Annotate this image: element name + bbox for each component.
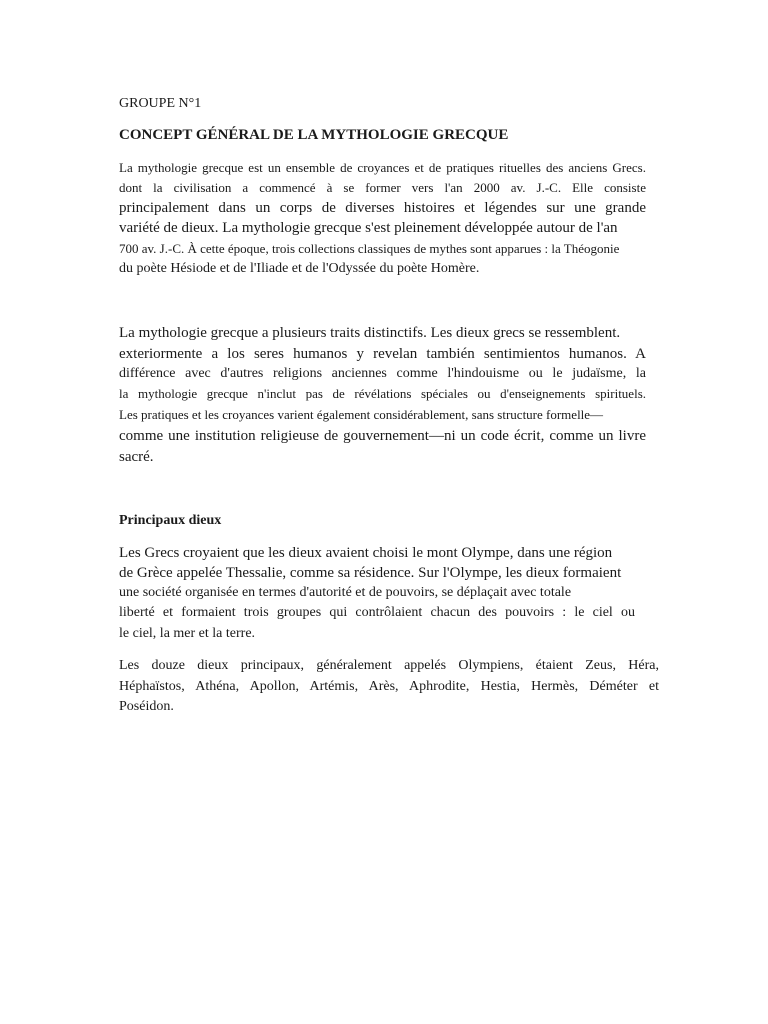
paragraph-line: Héphaïstos, Athéna, Apollon, Artémis, Arès, Aphrodite, Hestia, Hermès, Déméter et bbox=[119, 679, 659, 694]
paragraph-line: Les pratiques et les croyances varient également considérablement, sans structure formelle— bbox=[119, 407, 604, 422]
paragraph-line: de Grèce appelée Thessalie, comme sa résidence. Sur l'Olympe, les dieux formaient bbox=[119, 565, 622, 581]
paragraph-line: du poète Hésiode et de l'Iliade et de l'Odyssée du poète Homère. bbox=[119, 261, 480, 276]
section-heading: Principaux dieux bbox=[119, 513, 222, 528]
paragraph-line: une société organisée en termes d'autorité et de pouvoirs, se déplaçait avec totale bbox=[119, 585, 572, 600]
document-title: CONCEPT GÉNÉRAL DE LA MYTHOLOGIE GRECQUE bbox=[119, 127, 509, 143]
paragraph-line: le ciel, la mer et la terre. bbox=[119, 626, 256, 641]
paragraph-line: principalement dans un corps de diverses histoires et légendes sur une grande bbox=[119, 200, 646, 216]
group-label: GROUPE N°1 bbox=[119, 96, 202, 111]
paragraph-line: comme une institution religieuse de gouvernement—ni un code écrit, comme un livre bbox=[119, 428, 646, 444]
paragraph-line: La mythologie grecque est un ensemble de croyances et de pratiques rituelles des anciens Grecs. bbox=[119, 160, 646, 175]
paragraph-line: Les douze dieux principaux, généralement appelés Olympiens, étaient Zeus, Héra, bbox=[119, 658, 659, 673]
paragraph-line: Poséidon. bbox=[119, 699, 174, 714]
paragraph-line: La mythologie grecque a plusieurs traits distinctifs. Les dieux grecs se ressemblent. bbox=[119, 325, 621, 341]
paragraph-line: sacré. bbox=[119, 449, 154, 465]
paragraph-line: dont la civilisation a commencé à se former vers l'an 2000 av. J.-C. Elle consiste bbox=[119, 180, 646, 195]
paragraph-line: Les Grecs croyaient que les dieux avaient choisi le mont Olympe, dans une région bbox=[119, 545, 613, 561]
paragraph-line: la mythologie grecque n'inclut pas de révélations spéciales ou d'enseignements spirituels. bbox=[119, 386, 646, 401]
paragraph-line: liberté et formaient trois groupes qui contrôlaient chacun des pouvoirs : le ciel ou bbox=[119, 605, 635, 620]
paragraph-line: différence avec d'autres religions anciennes comme l'hindouisme ou le judaïsme, la bbox=[119, 366, 646, 381]
paragraph-line: 700 av. J.-C. À cette époque, trois collections classiques de mythes sont apparues : la Théogonie bbox=[119, 241, 620, 256]
paragraph-line: variété de dieux. La mythologie grecque s'est pleinement développée autour de l'an bbox=[119, 220, 618, 236]
paragraph-line: exteriormente a los seres humanos y revelan también sentimientos humanos. A bbox=[119, 346, 646, 362]
